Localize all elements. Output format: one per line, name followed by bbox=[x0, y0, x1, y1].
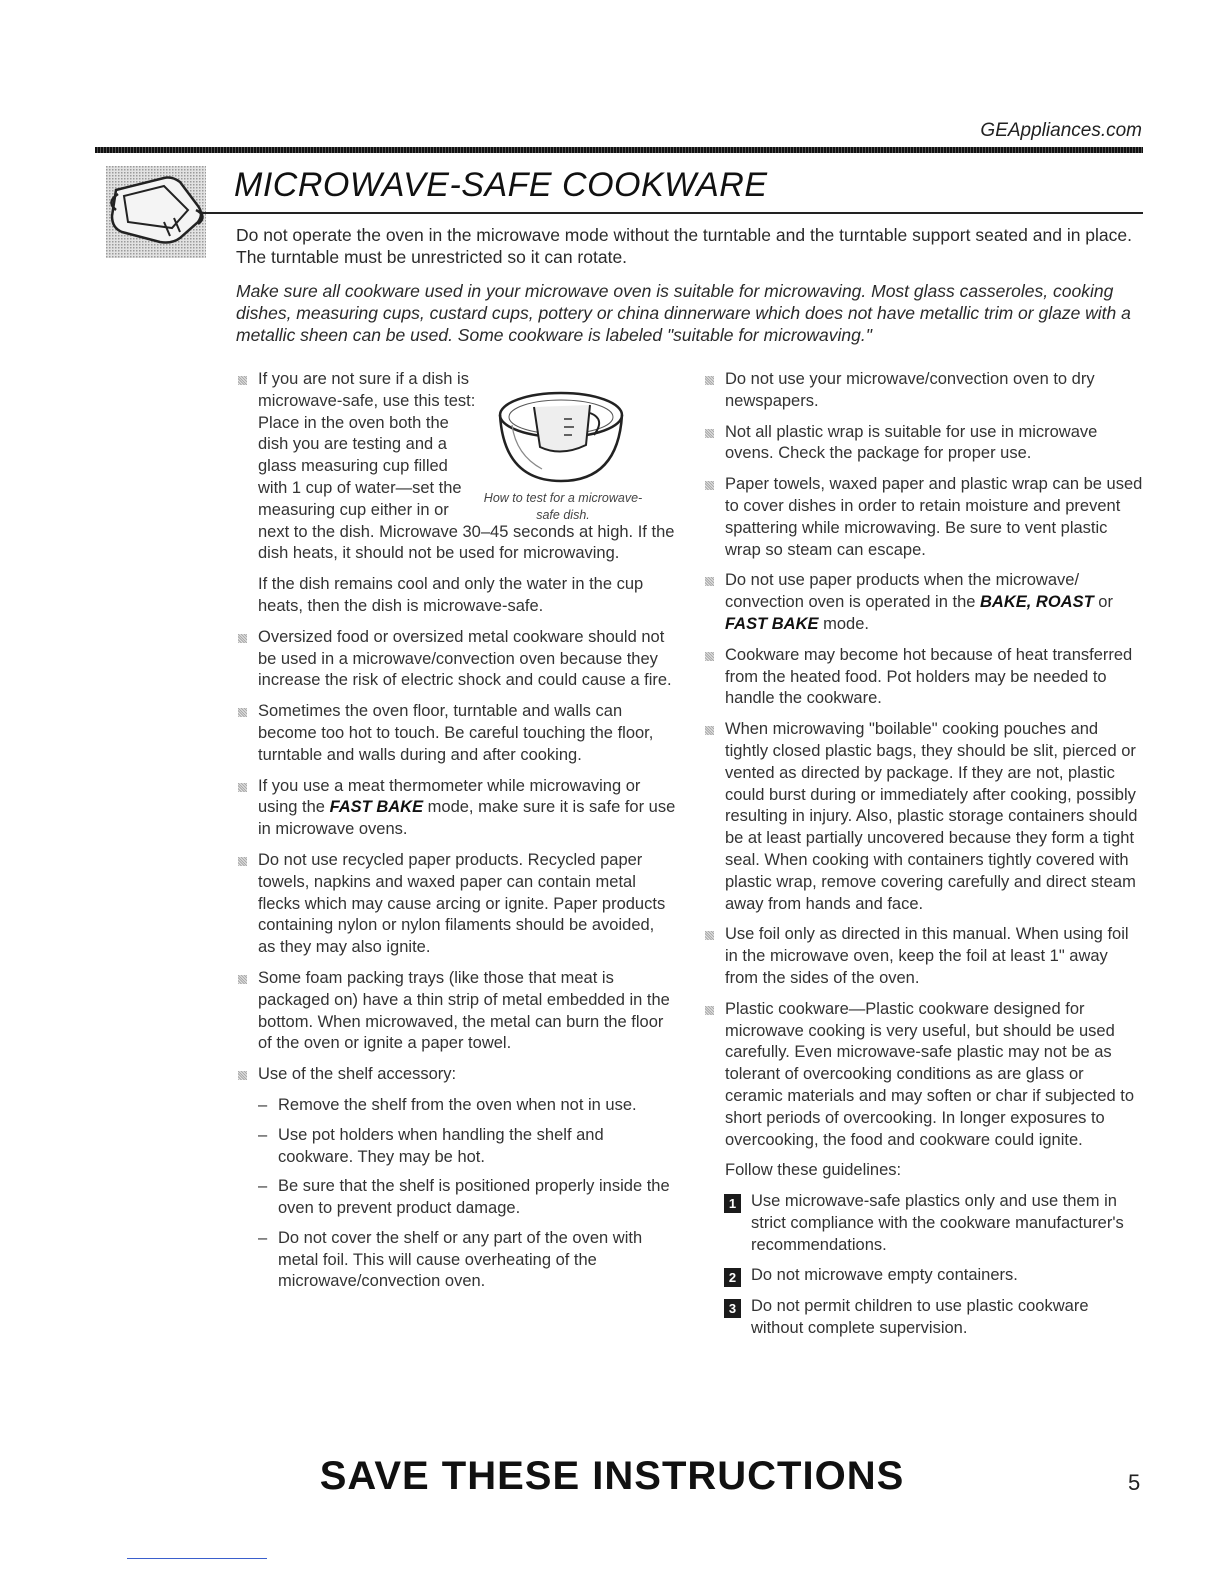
plastic-text: Plastic cookware—Plastic cookware designed for microwave cooking is very useful, but should be used carefully. Even microwave-safe plastic may not be as tolerant of overcooking conditions as are glass or ceramic materials and may soften or char if subjected to short periods of overcooking. In longer exposures to overcooking, the food and cookware could ignite. bbox=[725, 999, 1135, 1149]
shelf-sub-item: – Do not cover the shelf or any part of the oven with metal foil. This will cause overheating of the microwave/convection oven. bbox=[258, 1228, 643, 1291]
guideline-text: Use microwave-safe plastics only and use them in strict compliance with the cookware manufacturer's recommendations. bbox=[751, 1192, 1124, 1254]
bullet-icon bbox=[705, 652, 714, 661]
shelf-sub-text: Be sure that the shelf is positioned properly inside the oven to prevent product damage. bbox=[278, 1177, 670, 1218]
boilable-text: When microwaving "boilable" cooking pouches and tightly closed plastic bags, they should be slit, pierced or vented as directed by package. If they are not, plastic could burst during or immediately after cooking, possibly resulting in injury. Also, plastic storage containers should be at least partially uncovered because they form a tight seal. When cooking with containers tightly covered with plastic wrap, remove covering carefully and direct steam away from hands and face. bbox=[725, 720, 1138, 913]
paper-towels-text: Paper towels, waxed paper and plastic wrap can be used to cover dishes in order to retain moisture and prevent spattering while microwaving. Be sure to vent plastic wrap so steam can escape. bbox=[725, 475, 1143, 559]
thermometer-text-start: If you use a meat thermometer while microwaving or using the bbox=[258, 776, 641, 817]
left-column bbox=[236, 369, 676, 1301]
footer-title: SAVE THESE INSTRUCTIONS bbox=[319, 1454, 905, 1498]
page-title: MICROWAVE-SAFE COOKWARE bbox=[234, 166, 768, 204]
guideline-item bbox=[703, 1296, 1143, 1340]
guideline-item bbox=[703, 1191, 1143, 1256]
bullet-icon bbox=[238, 634, 247, 643]
guideline-text: Do not permit children to use plastic cookware without complete supervision. bbox=[751, 1297, 1089, 1338]
fast-bake-mode: FAST BAKE bbox=[329, 798, 424, 817]
cookware-icon bbox=[100, 166, 212, 258]
guidelines-intro: Follow these guidelines: bbox=[725, 1161, 902, 1180]
paper-text-end: mode. bbox=[818, 614, 869, 633]
list-item bbox=[236, 1064, 676, 1086]
list-item bbox=[236, 627, 676, 692]
number-badge: 2 bbox=[724, 1268, 741, 1287]
bottom-link-rule[interactable] bbox=[127, 1558, 267, 1559]
right-column bbox=[703, 369, 1143, 1349]
foam-text: Some foam packing trays (like those that meat is packaged on) have a thin strip of metal embedded in the bottom. When microwaved, the metal can burn the floor of the oven or ignite a paper towel. bbox=[258, 968, 670, 1053]
list-item bbox=[703, 924, 1143, 989]
list-item bbox=[703, 369, 1143, 413]
guideline-text: Do not microwave empty containers. bbox=[751, 1266, 1018, 1285]
list-item bbox=[703, 719, 1143, 915]
bullet-icon bbox=[238, 708, 247, 717]
list-item bbox=[236, 369, 676, 565]
bullet-icon bbox=[238, 783, 247, 792]
bake-roast-mode: BAKE, ROAST bbox=[980, 593, 1094, 612]
paper-text-mid: or bbox=[1093, 593, 1113, 612]
bullet-icon bbox=[238, 376, 247, 385]
site-url: GEAppliances.com bbox=[980, 120, 1142, 141]
thermometer-text-end: mode, make sure it is safe for use in microwave ovens. bbox=[258, 798, 676, 839]
bullet-icon bbox=[705, 376, 714, 385]
list-item bbox=[703, 645, 1143, 710]
bullet-icon bbox=[705, 1006, 714, 1015]
bullet-icon bbox=[238, 1071, 247, 1080]
shelf-sub-item: – Remove the shelf from the oven when not in use. bbox=[258, 1095, 637, 1114]
test-text: If you are not sure if a dish is microwave-safe, use this test: Place in the oven both the dish you are testing and a glass measuring cup filled with 1 cup of water—set the measuring cup either in or next to the dish. Microwave 30–45 seconds at high. If the dish heats, it should not be used for microwaving. bbox=[258, 370, 675, 563]
list-item bbox=[703, 422, 1143, 466]
bullet-icon bbox=[705, 931, 714, 940]
wrap-text: Not all plastic wrap is suitable for use in microwave ovens. Check the package for proper use. bbox=[725, 422, 1098, 463]
oversized-text: Oversized food or oversized metal cookware should not be used in a microwave/convection oven because they increase the risk of electric shock and could cause a fire. bbox=[258, 627, 672, 690]
paper-text-start: Do not use paper products when the microwave/ convection oven is operated in the bbox=[725, 571, 1080, 612]
shelf-sub-item: – Be sure that the shelf is positioned properly inside the oven to prevent product damage. bbox=[258, 1177, 670, 1218]
recycled-text: Do not use recycled paper products. Recycled paper towels, napkins and waxed paper can contain metal flecks which may cause arcing or ignite. Paper products containing nylon or nylon filaments should be avoided, as they may also ignite. bbox=[258, 850, 666, 957]
shelf-sub-text: Remove the shelf from the oven when not in use. bbox=[278, 1095, 637, 1114]
page-number: 5 bbox=[1128, 1470, 1141, 1495]
intro-italic-paragraph: Make sure all cookware used in your microwave oven is suitable for microwaving. Most glass casseroles, cooking dishes, measuring cups, custard cups, pottery or china dinnerware which does not have metallic trim or glaze with a metallic sheen can be used. Some cookware is labeled "suitable for microwaving." bbox=[236, 281, 1131, 345]
test-continued: If the dish remains cool and only the water in the cup heats, then the dish is microwave-safe. bbox=[258, 575, 644, 615]
list-item bbox=[236, 968, 676, 1055]
bullet-icon bbox=[238, 857, 247, 866]
list-item bbox=[236, 701, 676, 766]
cookware-hot-text: Cookware may become hot because of heat transferred from the heated food. Pot holders may be needed to handle the cookware. bbox=[725, 645, 1133, 708]
fast-bake-mode: FAST BAKE bbox=[725, 614, 819, 633]
number-badge: 1 bbox=[724, 1194, 741, 1213]
bullet-icon bbox=[705, 726, 714, 735]
shelf-sub-text: Do not cover the shelf or any part of the oven with metal foil. This will cause overheating of the microwave/convection oven. bbox=[278, 1228, 643, 1291]
number-badge: 3 bbox=[724, 1299, 741, 1318]
list-item bbox=[703, 570, 1143, 635]
list-item bbox=[703, 999, 1143, 1152]
foil-text: Use foil only as directed in this manual. When using foil in the microwave oven, keep the foil at least 1" away from the sides of the oven. bbox=[725, 925, 1129, 987]
intro-paragraph: Do not operate the oven in the microwave mode without the turntable and the turntable support seated and in place. The turntable must be unrestricted so it can rotate. bbox=[236, 225, 1132, 267]
guideline-item bbox=[703, 1265, 1143, 1287]
bullet-icon bbox=[238, 975, 247, 984]
title-rule bbox=[200, 212, 1143, 214]
shelf-sub-item: – Use pot holders when handling the shelf and cookware. They may be hot. bbox=[258, 1125, 604, 1166]
bullet-icon bbox=[705, 429, 714, 438]
shelf-sub-text: Use pot holders when handling the shelf and cookware. They may be hot. bbox=[278, 1125, 604, 1166]
bullet-icon bbox=[705, 481, 714, 490]
list-item bbox=[703, 474, 1143, 561]
floor-hot-text: Sometimes the oven floor, turntable and walls can become too hot to touch. Be careful touching the floor, turntable and walls during and after cooking. bbox=[258, 702, 654, 764]
figure-caption: How to test for a microwave-safe dish. bbox=[483, 491, 643, 522]
shelf-text: Use of the shelf accessory: bbox=[258, 1065, 457, 1084]
list-item bbox=[236, 776, 676, 841]
list-item bbox=[236, 850, 676, 959]
header-rule bbox=[95, 147, 1143, 153]
newspapers-text: Do not use your microwave/convection oven to dry newspapers. bbox=[725, 370, 1095, 410]
bullet-icon bbox=[705, 577, 714, 586]
